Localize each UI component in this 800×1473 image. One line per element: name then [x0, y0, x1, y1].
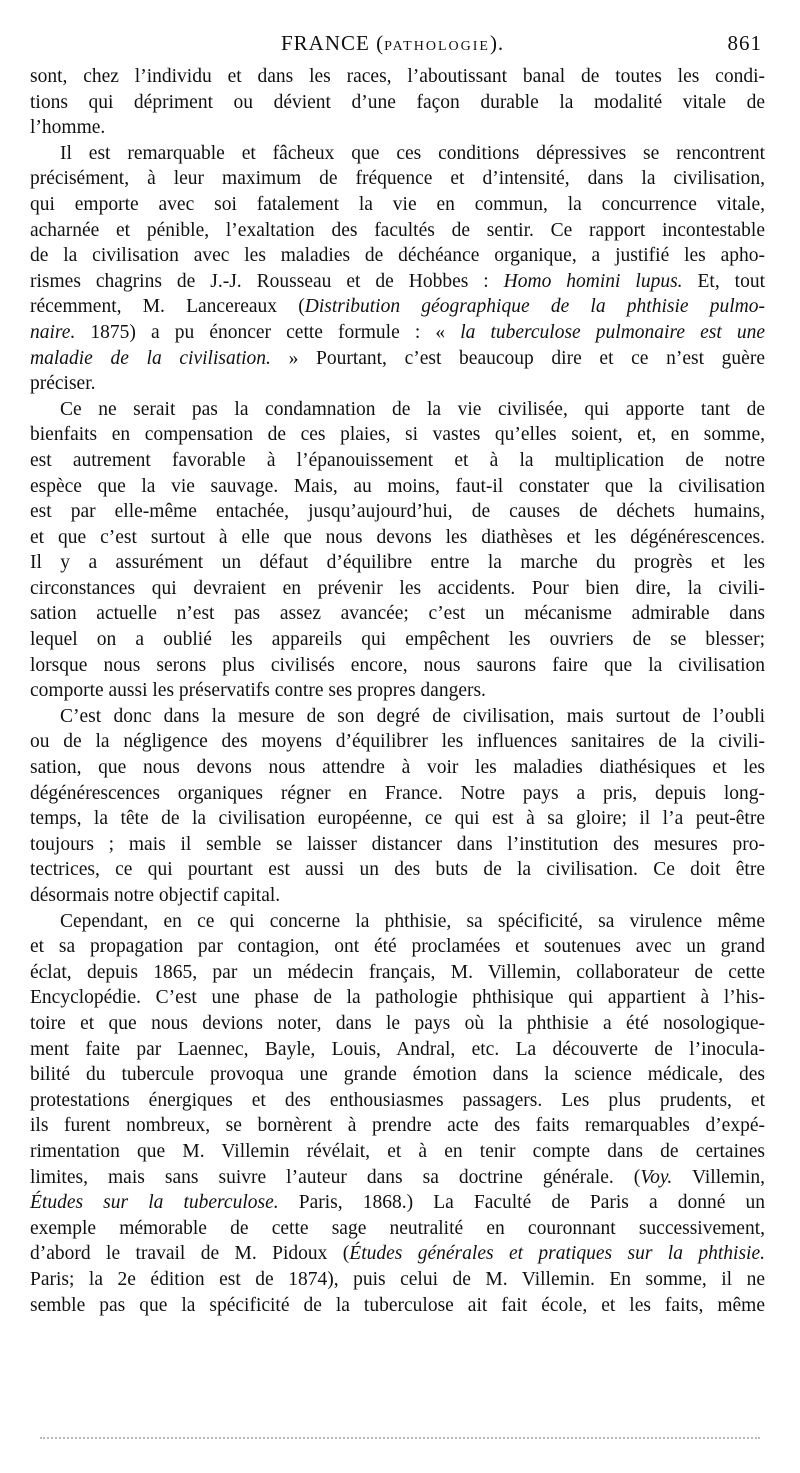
italic-span: maladie de la civilisation. — [30, 347, 271, 369]
text-span: lorsque nous serons plus civilisés encore, nous saurons faire que la civilisation — [30, 654, 765, 676]
text-span: de la civilisation avec les maladies de déchéance organique, a justifié les apho- — [30, 245, 765, 267]
text-span: temps, la tête de la civilisation européenne, ce qui est à sa gloire; il l’a peut-être — [30, 808, 765, 830]
text-span: d’abord le travail de M. Pidoux ( — [30, 1243, 350, 1265]
text-line — [30, 448, 765, 474]
text-line — [30, 218, 765, 244]
text-span: bilité du tubercule provoqua une grande émotion dans la science médicale, des — [30, 1064, 765, 1086]
text-span: qui emporte avec soi fatalement la vie en commun, la concurrence vitale, — [30, 193, 765, 215]
text-line — [30, 1113, 765, 1139]
text-line — [30, 90, 765, 116]
text-line — [30, 1011, 765, 1037]
text-line — [30, 883, 765, 909]
text-line — [30, 525, 765, 551]
text-line — [30, 294, 765, 320]
text-span: Cependant, en ce qui concerne la phthisie, sa spécificité, sa virulence même — [60, 910, 765, 932]
body-text — [30, 64, 765, 1318]
text-line — [30, 601, 765, 627]
text-line — [30, 397, 765, 423]
text-span: protestations énergiques et des enthousiasmes passagers. Les plus prudents, et — [30, 1089, 765, 1111]
text-span: et sa propagation par contagion, ont été proclamées et soutenues avec un grand — [30, 936, 765, 958]
text-line — [30, 1139, 765, 1165]
text-span: désormais notre objectif capital. — [30, 885, 281, 906]
text-line — [30, 755, 765, 781]
text-span: semble pas que la spécificité de la tuberculose ait fait école, et les faits, même — [30, 1294, 765, 1316]
text-line — [30, 985, 765, 1011]
text-line — [30, 1062, 765, 1088]
text-span: éclat, depuis 1865, par un médecin français, M. Villemin, collaborateur de cette — [30, 961, 765, 983]
text-line — [30, 653, 765, 679]
text-line — [30, 576, 765, 602]
text-line — [30, 627, 765, 653]
text-span: circonstances qui devraient en prévenir les accidents. Pour bien dire, la civili- — [30, 577, 765, 599]
text-span: espèce que la vie sauvage. Mais, au moins, faut-il constater que la civilisation — [30, 475, 765, 497]
text-span: rismes chagrins de J.-J. Rousseau et de Hobbes : — [30, 270, 504, 292]
text-line — [30, 192, 765, 218]
text-span: est autrement favorable à l’épanouissement et à la multiplication de notre — [30, 449, 765, 471]
text-span: Il est remarquable et fâcheux que ces conditions dépressives se rencontrent — [60, 142, 765, 164]
text-line — [30, 320, 765, 346]
text-line — [30, 1037, 765, 1063]
italic-span: Études générales et pratiques sur la phthisie. — [349, 1243, 765, 1265]
text-span: acharnée et pénible, l’exaltation des facultés de sentir. Ce rapport incontestable — [30, 219, 765, 241]
text-line — [30, 729, 765, 755]
text-span: exemple mémorable de cette sage neutralité en couronnant successivement, — [30, 1217, 765, 1239]
text-span: Paris; la 2e édition est de 1874), puis celui de M. Villemin. En somme, il ne — [30, 1268, 765, 1290]
italic-span: Études sur la tuberculose. — [30, 1192, 279, 1214]
text-line — [30, 243, 765, 269]
text-span: limites, mais sans suivre l’auteur dans sa doctrine générale. ( — [30, 1166, 641, 1188]
text-line — [30, 141, 765, 167]
text-span: et que c’est surtout à elle que nous devons les diathèses et les dégénérescences. — [30, 526, 765, 548]
text-span: Villemin, — [672, 1166, 765, 1188]
text-line — [30, 499, 765, 525]
text-line — [30, 934, 765, 960]
text-line — [30, 474, 765, 500]
text-span: Ce ne serait pas la condamnation de la vie civilisée, qui apporte tant de — [60, 398, 765, 420]
text-line — [30, 371, 765, 397]
text-span: tectrices, ce qui pourtant est aussi un des buts de la civilisation. Ce doit être — [30, 859, 765, 881]
text-span: ils furent nombreux, se bornèrent à prendre acte des faits remarquables d’expé- — [30, 1115, 765, 1137]
text-span: lequel on a oublié les appareils qui empêchent les ouvriers de se blesser; — [30, 629, 765, 651]
text-line — [30, 832, 765, 858]
text-span: ou de la négligence des moyens d’équilibrer les influences sanitaires de la civili- — [30, 731, 765, 753]
text-span: rimentation que M. Villemin révélait, et à en tenir compte dans de certaines — [30, 1140, 765, 1162]
text-span: Encyclopédie. C’est une phase de la pathologie phthisique qui appartient à l’his- — [30, 987, 765, 1009]
text-span: précisément, à leur maximum de fréquence et d’intensité, dans la civilisation, — [30, 168, 765, 190]
text-line — [30, 1165, 765, 1191]
text-line — [30, 909, 765, 935]
text-line — [30, 960, 765, 986]
text-line — [30, 1088, 765, 1114]
text-span: est par elle-même entachée, jusqu’aujourd’hui, de causes de déchets humains, — [30, 501, 765, 523]
text-line — [30, 346, 765, 372]
text-span: l’homme. — [30, 117, 106, 139]
text-line — [30, 269, 765, 295]
text-span: C’est donc dans la mesure de son degré de civilisation, mais surtout de l’oubli — [60, 705, 765, 727]
text-line — [30, 166, 765, 192]
italic-span: Homo homini lupus. — [503, 270, 683, 292]
text-span: Paris, 1868.) La Faculté de Paris a donné un — [278, 1192, 766, 1214]
text-line — [30, 1267, 765, 1293]
text-line — [30, 1241, 765, 1267]
text-span: toire et que nous devions noter, dans le pays où la phthisie a été nosologique- — [30, 1012, 765, 1034]
text-span: Il y a assurément un défaut d’équilibre entre la marche du progrès et les — [30, 552, 765, 574]
text-span: sation, que nous devons nous attendre à voir les maladies diathésiques et les — [30, 757, 765, 779]
text-line — [30, 704, 765, 730]
text-line — [30, 806, 765, 832]
text-line — [30, 550, 765, 576]
footer-scan-noise — [40, 1437, 760, 1439]
text-line — [30, 678, 765, 704]
text-span: sation actuelle n’est pas assez avancée; c’est un mécanisme admirable dans — [30, 603, 765, 625]
text-span: préciser. — [30, 373, 96, 395]
text-line — [30, 1293, 765, 1319]
text-span: 1875) a pu énoncer cette formule : « — [75, 321, 461, 343]
text-span: bienfaits en compensation de ces plaies, si vastes qu’elles soient, et, en somme, — [30, 424, 765, 446]
text-line — [30, 1216, 765, 1242]
text-span: sont, chez l’individu et dans les races, l’aboutissant banal de toutes les condi- — [30, 66, 765, 87]
text-line — [30, 857, 765, 883]
text-span: dégénérescences organiques régner en France. Notre pays a pris, depuis long- — [30, 782, 765, 804]
text-span: ment faite par Laennec, Bayle, Louis, Andral, etc. La découverte de l’inocula- — [30, 1038, 765, 1060]
text-span: toujours ; mais il semble se laisser distancer dans l’institution des mesures pro- — [30, 833, 765, 855]
text-span: récemment, M. Lancereaux ( — [30, 296, 305, 318]
italic-span: la tuberculose pulmonaire est une — [460, 321, 765, 343]
text-line — [30, 1190, 765, 1216]
italic-span: Voy. — [640, 1166, 673, 1188]
text-span: » Pourtant, c’est beaucoup dire et ce n’est guère — [270, 347, 765, 369]
text-span: Et, tout — [682, 270, 766, 292]
text-span: comporte aussi les préservatifs contre ses propres dangers. — [30, 680, 486, 702]
text-line — [30, 115, 765, 141]
page-number: 861 — [727, 31, 762, 55]
text-line — [30, 422, 765, 448]
running-header — [0, 31, 800, 57]
italic-span: naire. — [30, 321, 76, 343]
text-line — [30, 781, 765, 807]
text-span: tions qui dépriment ou dévient d’une façon durable la modalité vitale de — [30, 91, 765, 113]
text-line — [30, 64, 765, 90]
running-title: FRANCE (PATHOLOGIE). — [281, 31, 505, 55]
italic-span: Distribution géographique de la phthisie pulmo- — [304, 296, 765, 318]
